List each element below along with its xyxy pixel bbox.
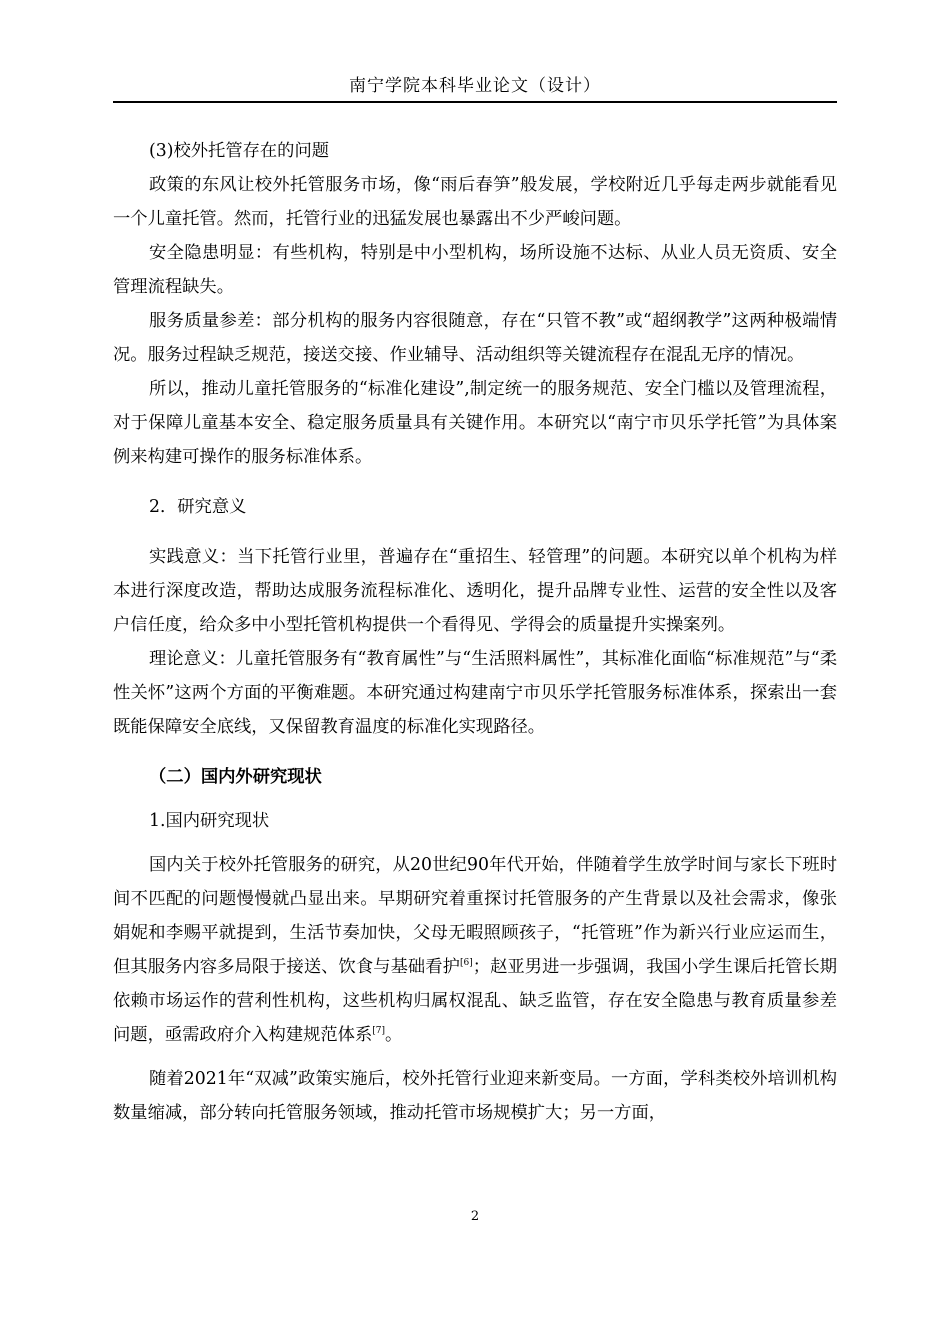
section-heading: （二）国内外研究现状 — [149, 767, 322, 787]
citation-ref: [6] — [459, 958, 473, 969]
page-number: 2 — [470, 1209, 480, 1224]
paragraph: 安全隐患明显：有些机构，特别是中小型机构，场所设施不达标、从业人员无资质、安全管理流程缺失。 — [113, 243, 837, 297]
paragraph: 理论意义：儿童托管服务有“教育属性”与“生活照料属性”，其标准化面临“标准规范”与“柔性关怀”这两个方面的平衡难题。本研究通过构建南宁市贝乐学托管服务标准体系，探索出一套既能保障安全底线，又保留教育温度的标准化实现路径。 — [113, 649, 837, 737]
text-run: 国内关于校外托管服务的研究，从20世纪90年代开始，伴随着学生放学时间与家长下班时间不匹配的问题慢慢就凸显出来。早期研究着重探讨托管服务的产生背景以及社会需求，像张娟妮和李赐平就提到，生活节奏加快，父母无暇照顾孩子，“托管班”作为新兴行业应运而生，但其服务内容多局限于接送、饮食与基础看护 — [113, 855, 837, 977]
page-header: 南宁学院本科毕业论文（设计） — [349, 76, 601, 96]
paragraph — [113, 848, 837, 1052]
subsection-heading: 1.国内研究现状 — [149, 811, 270, 831]
paragraph: 政策的东风让校外托管服务市场，像“雨后春笋”般发展，学校附近几乎每走两步就能看见一个儿童托管。然而，托管行业的迅猛发展也暴露出不少严峻问题。 — [113, 175, 837, 229]
text-run: 。 — [384, 1025, 403, 1045]
paragraph: 服务质量参差：部分机构的服务内容很随意，存在“只管不教”或“超纲教学”这两种极端情况。服务过程缺乏规范，接送交接、作业辅导、活动组织等关键流程存在混乱无序的情况。 — [113, 311, 837, 365]
paragraph: 所以，推动儿童托管服务的“标准化建设”,制定统一的服务规范、安全门槛以及管理流程，对于保障儿童基本安全、稳定服务质量具有关键作用。本研究以“南宁市贝乐学托管”为具体案例来构建可操作的服务标准体系。 — [113, 379, 837, 467]
paragraph: 实践意义：当下托管行业里，普遍存在“重招生、轻管理”的问题。本研究以单个机构为样本进行深度改造，帮助达成服务流程标准化、透明化，提升品牌专业性、运营的安全性以及客户信任度，给众多中小型托管机构提供一个看得见、学得会的质量提升实操案列。 — [113, 547, 837, 635]
header-divider — [113, 101, 837, 103]
document-body — [113, 134, 837, 1130]
paragraph: 随着2021年“双减”政策实施后，校外托管行业迎来新变局。一方面，学科类校外培训机构数量缩减，部分转向托管服务领域，推动托管市场规模扩大；另一方面， — [113, 1069, 837, 1123]
subsection-heading: 2．研究意义 — [149, 497, 247, 517]
text-run: ；赵亚男进一步强调，我国小学生课后托管长期依赖市场运作的营利性机构，这些机构归属权混乱、缺乏监管，存在安全隐患与教育质量参差问题，亟需政府介入构建规范体系 — [113, 957, 837, 1045]
citation-ref: [7] — [372, 1026, 385, 1037]
subsection-heading: (3)校外托管存在的问题 — [149, 141, 330, 161]
